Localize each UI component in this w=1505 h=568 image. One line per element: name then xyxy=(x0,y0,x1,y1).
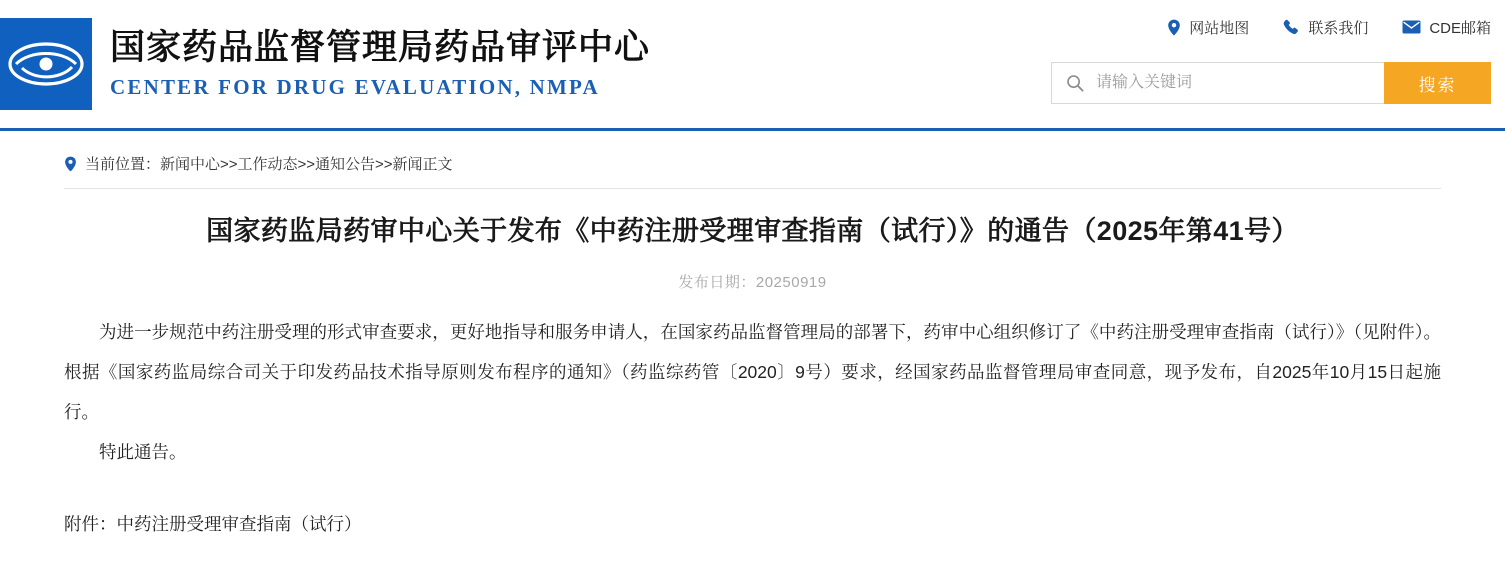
top-link-label: CDE邮箱 xyxy=(1429,19,1491,37)
top-link-label: 网站地图 xyxy=(1189,19,1250,37)
top-link-sitemap[interactable] xyxy=(1167,17,1249,38)
search-input[interactable] xyxy=(1094,64,1384,102)
breadcrumb xyxy=(64,131,1441,189)
location-pin-icon xyxy=(64,156,77,172)
search-bar xyxy=(1051,62,1491,104)
article-paragraph: 为进一步规范中药注册受理的形式审查要求，更好地指导和服务申请人，在国家药品监督管理局的部署下，药审中心组织修订了《中药注册受理审查指南（试行）》（见附件）。根据《国家药监局综合司关于印发药品技术指导原则发布程序的通知》（药监综药管〔2020〕9号）要求，经国家药品监督管理局审查同意，现予发布，自2025年10月15日起施行。 xyxy=(64,321,1441,422)
search-box[interactable] xyxy=(1051,62,1384,104)
attachment-label: 附件： xyxy=(64,513,117,534)
publish-date-value: 20250919 xyxy=(755,273,827,291)
top-link-mail[interactable] xyxy=(1402,17,1491,38)
phone-icon xyxy=(1283,19,1300,36)
location-pin-icon xyxy=(1167,19,1181,36)
top-link-label: 联系我们 xyxy=(1308,19,1369,37)
attachment-link[interactable]: 中药注册受理审查指南（试行） xyxy=(116,513,362,534)
top-link-contact[interactable] xyxy=(1283,17,1368,38)
article-paragraph: 特此通告。 xyxy=(99,441,187,462)
article xyxy=(64,189,1441,540)
top-links xyxy=(1051,12,1491,42)
publish-date-label: 发布日期： xyxy=(678,273,756,291)
search-button[interactable]: 搜索 xyxy=(1384,62,1491,104)
brand-title-cn: 国家药品监督管理局药品审评中心 xyxy=(110,27,651,67)
mail-icon xyxy=(1402,20,1421,34)
site-header xyxy=(0,0,1505,131)
header-right-panel xyxy=(1051,12,1491,104)
brand-title-en: CENTER FOR DRUG EVALUATION, NMPA xyxy=(110,75,600,100)
search-icon xyxy=(1066,74,1084,92)
attachment-row xyxy=(64,508,1441,540)
cde-eye-logo-icon[interactable] xyxy=(0,18,92,110)
breadcrumb-text[interactable]: 当前位置：新闻中心>>工作动态>>通知公告>>新闻正文 xyxy=(85,156,453,173)
publish-date xyxy=(64,271,1441,292)
article-body xyxy=(64,312,1441,472)
page-title: 国家药监局药审中心关于发布《中药注册受理审查指南（试行）》的通告（2025年第41号） xyxy=(206,216,1299,246)
brand-block xyxy=(110,28,650,100)
